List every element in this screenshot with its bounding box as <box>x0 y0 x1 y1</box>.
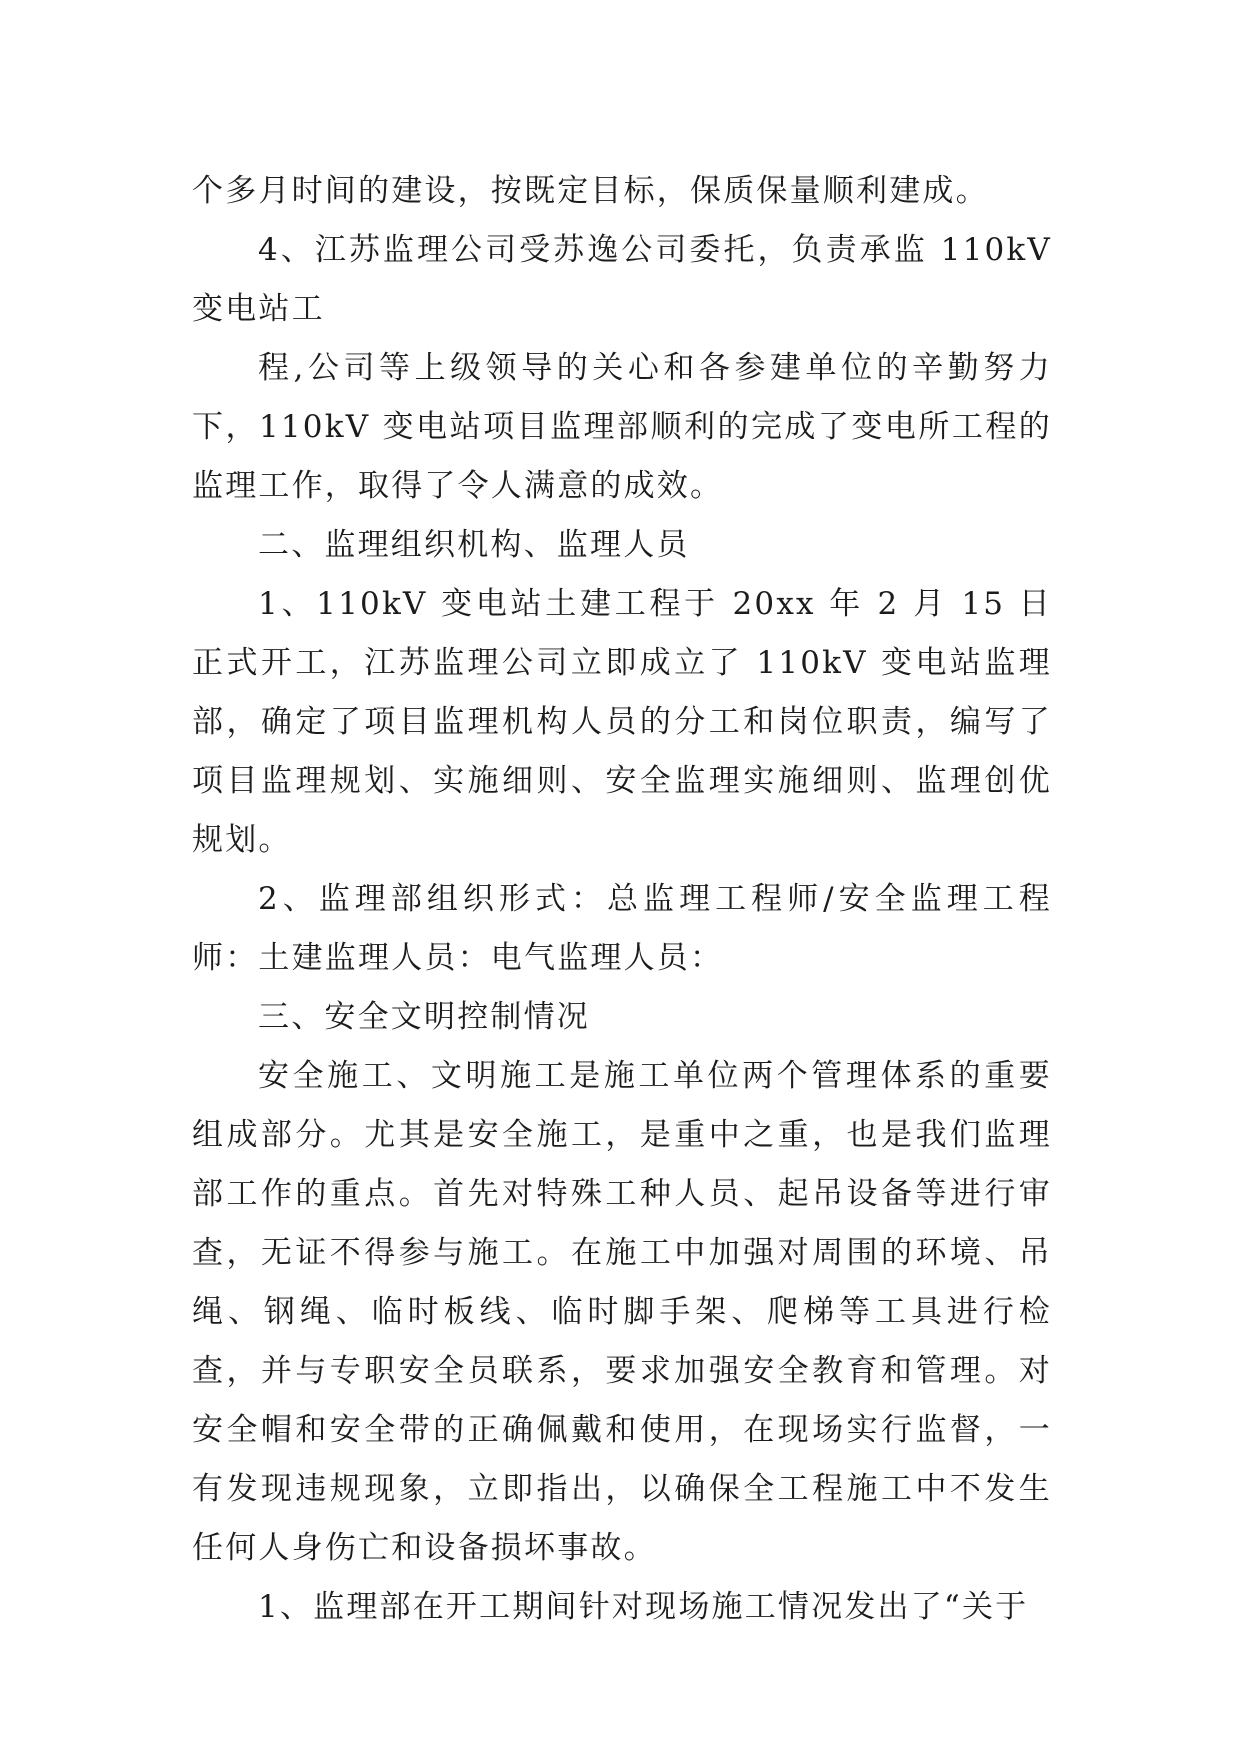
paragraph-2: 4、江苏监理公司受苏逸公司委托，负责承监 110kV 变电站工 <box>192 232 1052 327</box>
paragraph-5: 1、110kV 变电站土建工程于 20xx 年 2 月 15 日正式开工，江苏监理公司立即成立了 110kV 变电站监理部，确定了项目监理机构人员的分工和岗位职责，编写了项目监理规划、实施细则、安全监理实施细则、监理创优规划。 <box>192 586 1052 858</box>
paragraph-6: 2、监理部组织形式：总监理工程师/安全监理工程师：土建监理人员：电气监理人员： <box>192 881 1052 976</box>
section-heading-organization: 二、监理组织机构、监理人员 <box>258 527 690 563</box>
paragraph-9: 1、监理部在开工期间针对现场施工情况发出了“关于 <box>258 1589 1029 1625</box>
paragraph-3: 程,公司等上级领导的关心和各参建单位的辛勤努力下，110kV 变电站项目监理部顺利的完成了变电所工程的监理工作，取得了令人满意的成效。 <box>192 350 1052 504</box>
section-heading-safety: 三、安全文明控制情况 <box>258 999 590 1035</box>
paragraph-8: 安全施工、文明施工是施工单位两个管理体系的重要组成部分。尤其是安全施工，是重中之重，也是我们监理部工作的重点。首先对特殊工种人员、起吊设备等进行审查，无证不得参与施工。在施工中加强对周围的环境、吊绳、钢绳、临时板线、临时脚手架、爬梯等工具进行检查，并与专职安全员联系，要求加强安全教育和管理。对安全帽和安全带的正确佩戴和使用，在现场实行监督，一有发现违规现象，立即指出，以确保全工程施工中不发生任何人身伤亡和设备损坏事故。 <box>192 1058 1052 1566</box>
document-body <box>192 162 1052 1637</box>
paragraph-1: 个多月时间的建设，按既定目标，保质保量顺利建成。 <box>192 173 989 209</box>
